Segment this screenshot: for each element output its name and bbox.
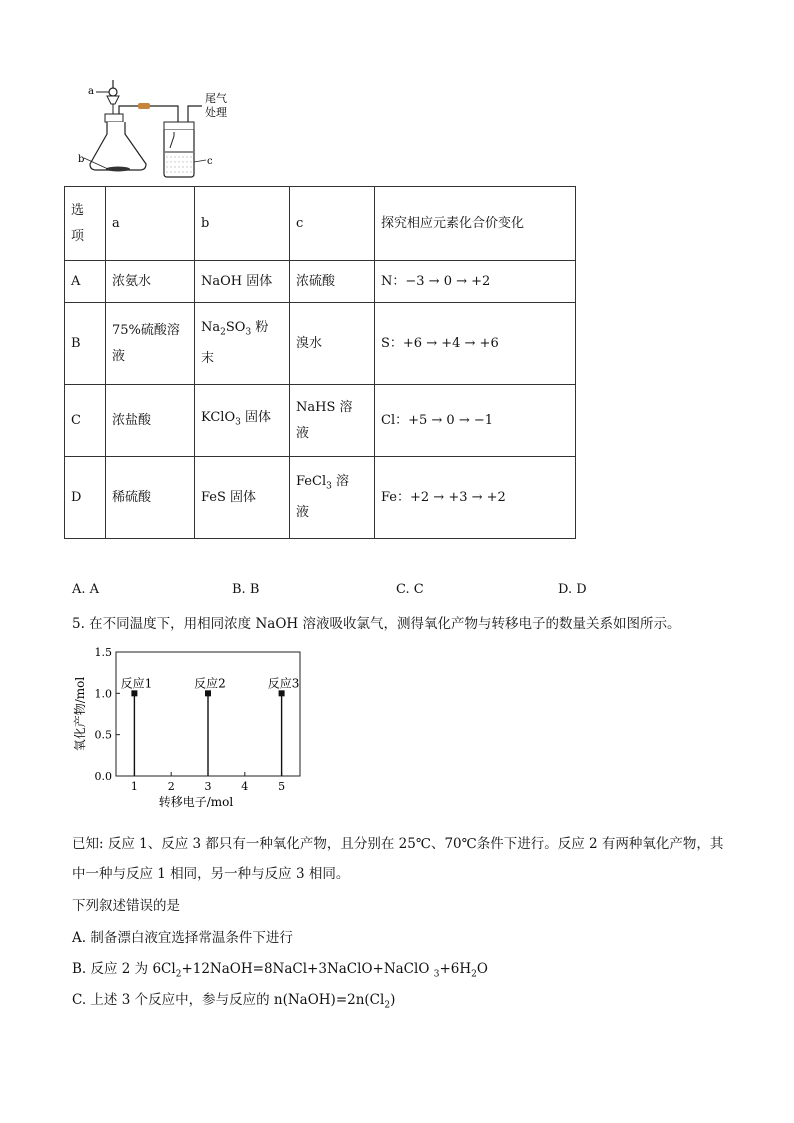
row-a: 稀硫酸 [106,457,195,539]
row-change: N：−3 → 0 → +2 [375,261,576,303]
row-c: NaHS 溶 液 [290,385,375,457]
option-a: A. 制备漂白液宜选择常温条件下进行 [72,930,293,946]
x-tick-label: 5 [278,780,286,793]
label-b: b [78,154,85,165]
row-change: Fe：+2 → +3 → +2 [375,457,576,539]
gas-apparatus-figure [78,74,278,182]
tail-gas-label-2: 处理 [205,106,227,119]
table-row [65,261,576,303]
option-b: B. 反应 2 为 $6Cl_2+12NaOH=8NaCl+3NaClO+NaClO$ $_3+6H_2O$ [72,961,488,980]
row-c: FeCl$_3$ 溶 液 [290,457,375,539]
data-point-1 [131,690,137,696]
answer-choices [72,582,712,600]
row-a: 浓盐酸 [106,385,195,457]
x-tick-label: 1 [130,780,138,793]
question-ask: 下列叙述错误的是 [72,898,180,914]
y-tick-label: 0.0 [94,770,112,783]
question-5-stem: 5. 在不同温度下，用相同浓度 NaOH 溶液吸收氯气，测得氧化产物与转移电子的数量关系如图所示。 [72,616,681,632]
known-line-2: 中一种与反应 1 相同，另一种与反应 3 相同。 [72,866,350,882]
row-change: S：+6 → +4 → +6 [375,303,576,385]
row-b: KClO$_3$ 固体 [195,385,290,457]
x-tick-label: 4 [241,780,249,793]
header-option: 选 项 [65,187,106,261]
header-b: b [195,187,290,261]
row-b: NaOH 固体 [195,261,290,303]
y-tick-label: 1.5 [94,646,112,659]
row-change: Cl：+5 → 0 → −1 [375,385,576,457]
reagent-table [64,186,576,539]
choice-a: A. A [72,582,100,597]
x-tick-label: 2 [167,780,175,793]
point-label-3: 反应3 [267,676,300,691]
choice-c: C. C [396,582,424,597]
header-change: 探究相应元素化合价变化 [375,187,576,261]
known-line-1: 已知: 反应 1、反应 3 都只有一种氧化产物，且分别在 25℃、70℃条件下进行。反应 2 有两种氧化产物，其 [72,836,724,852]
x-axis-label: 转移电子/mol [158,795,234,809]
row-c: 浓硫酸 [290,261,375,303]
label-a: a [88,86,94,97]
row-option: B [65,303,106,385]
point-label-2: 反应2 [194,676,226,691]
choice-d: D. D [558,582,587,597]
row-b: $Na_2SO_3$ 粉 末 [195,303,290,385]
choice-b: B. B [232,582,260,597]
table-row [65,457,576,539]
point-label-1: 反应1 [120,676,153,691]
label-c: c [207,156,213,167]
data-point-3 [279,690,285,696]
row-option: D [65,457,106,539]
data-point-2 [205,690,211,696]
row-option: C [65,385,106,457]
tail-gas-label-1: 尾气 [205,92,227,105]
header-a: a [106,187,195,261]
table-row [65,385,576,457]
row-option: A [65,261,106,303]
y-axis-label: 氧化产物/mol [73,676,87,752]
row-c: 溴水 [290,303,375,385]
oxidation-product-chart [72,644,312,816]
y-tick-label: 0.5 [94,728,112,742]
row-a: 75%硫酸溶 液 [106,303,195,385]
table-header-row [65,187,576,261]
table-row [65,303,576,385]
option-c: C. 上述 3 个反应中，参与反应的 $n(NaOH)=2n(Cl_2)$ [72,992,396,1011]
row-a: 浓氨水 [106,261,195,303]
header-c: c [290,187,375,261]
y-tick-label: 1.0 [94,687,112,701]
row-b: FeS 固体 [195,457,290,539]
x-tick-label: 3 [204,780,212,793]
